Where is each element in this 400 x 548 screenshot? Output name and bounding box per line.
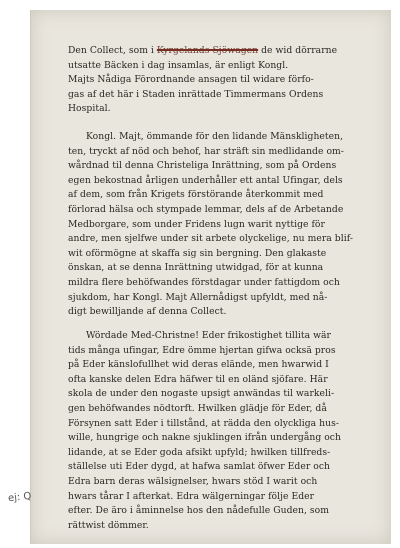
intro-line-5: Hospital. [68,103,111,115]
decree-line: förlorad hälsa och stympade lemmar, dels af de Arbetande [68,203,344,215]
appeal-line: lidande, at se Eder goda afsikt upfyld; hwilken tillfreds- [68,446,331,458]
paragraph-appeal [68,329,374,533]
appeal-line: hwars tårar I afterkat. Edra wälgerningar följe Eder [68,490,315,502]
decree-line: önskan, at se denna Inrättning utwidgad, för at kunna [68,262,324,274]
decree-line: af dem, som från Krigets förstörande återkommit med [68,189,324,201]
decree-line: andre, men sjelfwe under sit arbete olyckelige, nu mera blif- [68,233,353,245]
appeal-line: Edra barn deras wälsignelser, hwars stöd I warit och [68,475,318,487]
paragraph-royal-decree [68,130,374,320]
decree-line: Kongl. Majt, ömmande för den lidande Mänskligheten, [86,131,344,142]
decree-line: digt bewilljande af denna Collect. [68,306,227,318]
appeal-line: efter. De äro i åminnelse hos den nådefulle Guden, som [68,505,329,517]
decree-line: wit oförmögne at skaffa sig sin bergning. Den glakaste [68,247,327,259]
intro-line-1-end: de wid dörrarne [258,45,338,56]
intro-line-3: Majts Nådiga Förordnande ansagen til widare förfo- [68,74,314,86]
decree-line: egen bekostnad årligen underhåller ett antal Ufingar, dels [68,174,343,186]
appeal-line: wille, hungrige och nakne sjuklingen ifrån undergång och [68,432,341,444]
appeal-line: Wördade Med-Christne! Eder frikostighet tillita wär [86,330,331,341]
appeal-line: rättwist dömmer. [68,519,149,531]
appeal-line: Försynen satt Eder i tillstånd, at rädda den olyckliga hus- [68,417,340,429]
intro-line-1-start: Den Collect, som i [68,45,157,56]
appeal-line: gen behöfwandes nödtorft. Hwilken glädje för Eder, då [68,402,327,414]
decree-line: sjukdom, har Kongl. Majt Allernådigst upfyldt, med nå- [68,291,328,303]
decree-line: mildra flere behöfwandes förstdagar under fattigdom och [68,276,340,288]
appeal-line: ställelse uti Eder dygd, at hafwa samlat öfwer Eder och [68,461,330,473]
struck-text: Kyrgelands Sjöwagen [156,45,259,56]
decree-line: ten, tryckt af nöd och behof, har sträft sin medlidande om- [68,145,344,157]
decree-line: Medborgare, som under Fridens lugn warit nyttige för [68,218,325,230]
intro-line-1 [68,44,374,59]
intro-line-4: gas af det här i Staden inrättade Timmermans Ordens [68,88,324,100]
appeal-line: på Eder känslofullhet wid deras elände, men hwarwid I [68,359,329,371]
appeal-line: tids många ufingar, Edre ömme hjertan gifwa ocksä pros [68,344,336,356]
appeal-line: skola de under den nogaste upsigt anwändas til warkeli- [68,388,335,400]
decree-line: wårdnad til denna Christeliga Inrättning, som på Ordens [68,160,337,172]
intro-line-2: utsatte Bäcken i dag insamlas, är enligt Kongl. [68,59,289,71]
margin-annotation: ej: Q [7,490,32,505]
appeal-line: ofta kanske delen Edra häfwer til en oländ sjöfare. Här [68,373,328,385]
paragraph-intro [68,44,374,117]
